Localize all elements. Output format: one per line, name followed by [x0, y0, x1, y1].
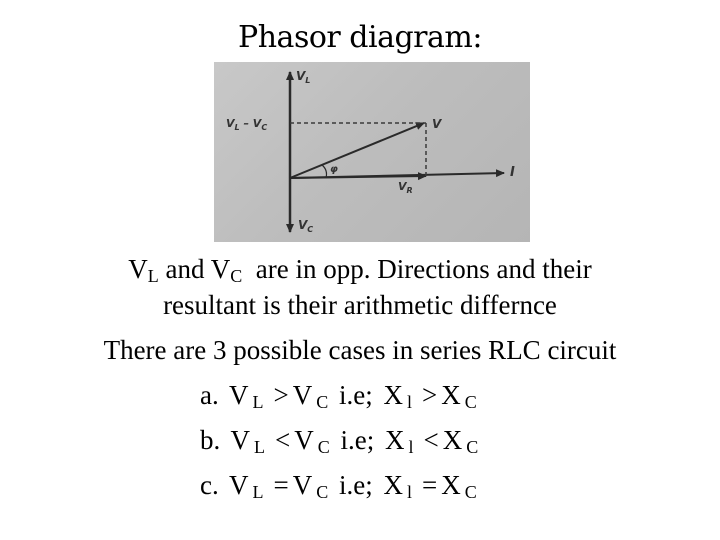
case-x-lhs: X $_l$ — [383, 470, 413, 502]
vl-subscript: L — [147, 266, 159, 286]
i-label: I — [510, 165, 515, 180]
case-rhs: V $_C$ — [292, 470, 329, 502]
vl-symbol: V — [128, 254, 148, 284]
case-rhs: V $_C$ — [292, 380, 329, 412]
case-operator-2: > — [422, 380, 438, 410]
text-line-3: There are 3 possible cases in series RLC circuit — [103, 335, 617, 365]
vc-symbol: V — [210, 254, 231, 284]
case-lhs: V $_L$ — [229, 380, 264, 412]
v-label: V — [432, 117, 442, 131]
case-letter: a. — [200, 380, 219, 410]
v-resultant-vector — [290, 123, 424, 178]
case-operator-2: = — [422, 470, 438, 500]
case-operator: < — [275, 425, 291, 455]
phi-label: φ — [330, 164, 338, 175]
cases-list — [200, 380, 482, 515]
case-operator: = — [273, 470, 289, 500]
case-operator-2: < — [423, 425, 439, 455]
case-x-lhs: X $_l$ — [385, 425, 414, 457]
vl-label: $V_L$ — [296, 69, 311, 85]
vr-vector — [290, 176, 426, 178]
case-ie: i.e; — [340, 425, 375, 455]
case-x-rhs: X $_C$ — [441, 380, 477, 412]
case-x-rhs: X $_C$ — [442, 425, 479, 457]
vr-label: $V_R$ — [398, 180, 413, 195]
case-operator: > — [273, 380, 289, 410]
case-x-rhs: X $_C$ — [441, 470, 477, 502]
case-ie: i.e; — [339, 470, 373, 500]
text-line-2: resultant is their arithmetic differnce — [163, 290, 557, 320]
case-item — [200, 470, 482, 515]
slide-title: Phasor diagram: — [238, 20, 482, 55]
case-item — [200, 380, 482, 425]
vl-minus-vc-label: $V_L - V_C$ — [226, 117, 268, 132]
case-lhs: V $_L$ — [229, 470, 264, 502]
case-rhs: V $_C$ — [294, 425, 330, 457]
case-letter: c. — [200, 470, 219, 500]
case-item — [200, 425, 482, 470]
phasor-diagram — [214, 62, 530, 242]
phi-arc — [322, 165, 327, 178]
text-line-1 — [0, 254, 720, 287]
phasor-diagram-photo — [214, 62, 530, 242]
case-letter: b. — [200, 425, 221, 455]
line1-and: and — [158, 254, 211, 284]
case-ie: i.e; — [339, 380, 373, 410]
vc-label: $V_C$ — [298, 218, 314, 234]
case-lhs: V $_L$ — [230, 425, 266, 457]
case-x-lhs: X $_l$ — [383, 380, 413, 412]
vc-subscript: C — [230, 266, 243, 286]
line1-rest: are in opp. Directions and their — [242, 254, 592, 284]
